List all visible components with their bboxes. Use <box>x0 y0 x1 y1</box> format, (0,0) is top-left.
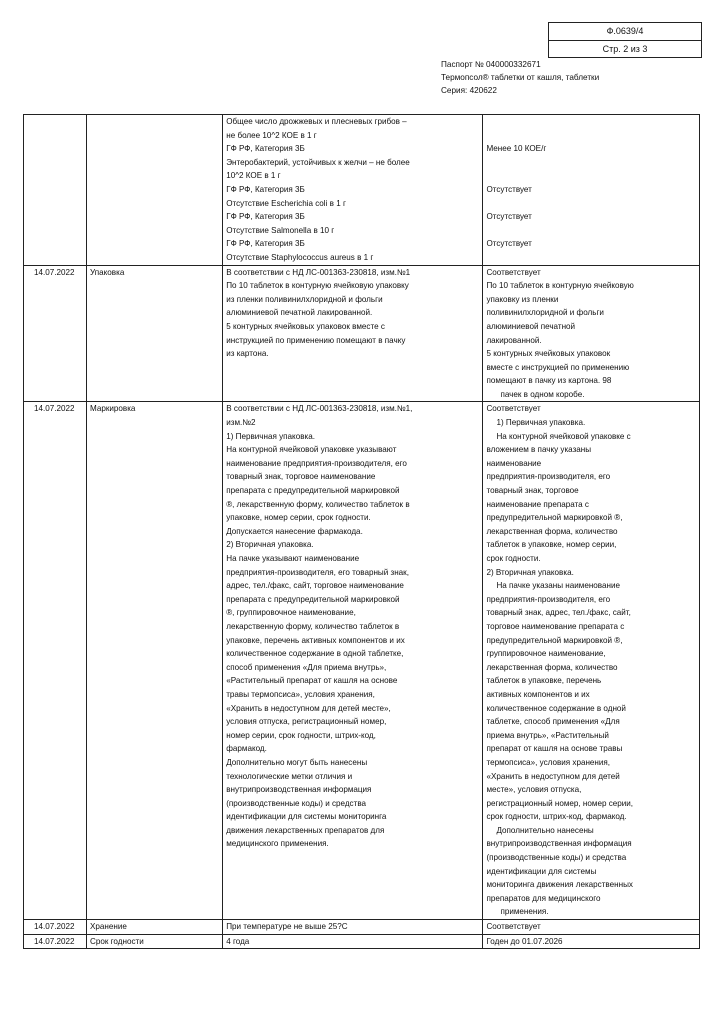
req-line: 5 контурных ячейковых упаковок вместе с <box>226 321 385 331</box>
row-result <box>483 115 700 266</box>
row-requirement <box>223 402 483 920</box>
res-line: Отсутствует <box>486 239 532 249</box>
req-line: 10^2 КОЕ в 1 г <box>226 171 281 181</box>
req-line: Отсутствие Staphylococcus aureus в 1 г <box>226 252 374 262</box>
req-line: травы термопсиса», условия хранения, <box>226 689 375 699</box>
res-line: На контурной ячейковой упаковке с <box>496 431 631 441</box>
row-date: 14.07.2022 <box>24 920 87 935</box>
req-line: изм.№2 <box>226 418 256 428</box>
res-line: Годен до 01.07.2026 <box>486 936 563 946</box>
res-line: торговое наименование препарата с <box>486 621 625 631</box>
req-line: упаковке, перечень активных компонентов и их <box>226 635 405 645</box>
res-line: вложением в пачку указаны <box>486 445 592 455</box>
res-line: мониторинга движения лекарственных <box>486 880 633 890</box>
res-line: наименование <box>486 458 542 468</box>
req-line: Дополнительно могут быть нанесены <box>226 757 368 767</box>
table-row <box>24 920 700 935</box>
req-line: технологические метки отличия и <box>226 771 353 781</box>
res-line: предупредительной маркировкой ®, <box>486 635 623 645</box>
req-line: (производственные коды) и средства <box>226 798 367 808</box>
res-line: упаковку из пленки <box>486 294 559 304</box>
req-line: «Растительный препарат от кашля на основе <box>226 676 398 686</box>
res-line: срок годности. <box>486 554 541 563</box>
req-line: инструкцией по применению помещают в пачку <box>226 335 406 345</box>
req-line: 4 года <box>226 936 250 946</box>
row-indicator: Срок годности <box>87 934 223 949</box>
row-result <box>483 402 700 920</box>
row-indicator: Упаковка <box>87 265 223 402</box>
row-date: 14.07.2022 <box>24 934 87 949</box>
series-number: Серия: 420622 <box>441 86 497 95</box>
req-line: ®, группировочное наименование, <box>226 608 356 618</box>
page-info: Стр. 2 из 3 <box>602 44 648 54</box>
row-date: 14.07.2022 <box>24 265 87 402</box>
res-line: срок годности, штрих-код, фармакод. <box>486 812 627 822</box>
form-code-box <box>548 22 702 58</box>
res-line: лекарственная форма, количество <box>486 662 618 672</box>
res-line: препаратов для медицинского <box>486 893 601 903</box>
table-row <box>24 934 700 949</box>
row-requirement <box>223 920 483 935</box>
req-line: Отсутствие Salmonella в 10 г <box>226 225 335 235</box>
req-line: Энтеробактерий, устойчивых к желчи – не более <box>226 157 410 167</box>
res-line: применения. <box>500 907 549 917</box>
req-line: ГФ РФ, Категория 3Б <box>226 144 305 154</box>
row-requirement <box>223 934 483 949</box>
row-indicator: Маркировка <box>87 402 223 920</box>
res-line: лакированной. <box>486 335 542 345</box>
req-line: адрес, тел./факс, сайт, торговое наименование <box>226 581 404 591</box>
req-line: Отсутствие Escherichia coli в 1 г <box>226 198 346 208</box>
res-line: (производственные коды) и средства <box>486 853 627 863</box>
res-line: предприятия-производителя, его <box>486 594 611 604</box>
row-result <box>483 265 700 402</box>
req-line: лекарственную форму, количество таблеток в <box>226 621 400 631</box>
req-line: На пачке указывают наименование <box>226 554 360 563</box>
req-line: В соответствии с НД ЛС-001363-230818, изм.№1, <box>226 404 413 414</box>
quality-table <box>23 114 700 949</box>
req-line: 2) Вторичная упаковка. <box>226 540 314 550</box>
req-line: количественное содержание в одной таблетке, <box>226 649 404 659</box>
res-line: термопсиса», условия хранения, <box>486 757 611 767</box>
form-code: Ф.0639/4 <box>549 23 701 41</box>
row-result <box>483 934 700 949</box>
res-line: идентификации для системы <box>486 866 597 876</box>
req-line: препарата с предупредительной маркировкой <box>226 594 400 604</box>
table-row <box>24 115 700 266</box>
req-line: номер серии, срок годности, штрих-код, <box>226 730 376 740</box>
req-line: наименование предприятия-производителя, его <box>226 458 407 468</box>
req-line: Допускается нанесение фармакода. <box>226 526 363 536</box>
row-indicator <box>87 115 223 266</box>
req-line: медицинского применения. <box>226 839 329 849</box>
res-line: приема внутрь», «Растительный <box>486 730 609 740</box>
res-line: 5 контурных ячейковых упаковок <box>486 349 611 359</box>
res-line: препарат от кашля на основе травы <box>486 744 623 754</box>
row-requirement <box>223 265 483 402</box>
res-line: Отсутствует <box>486 212 532 222</box>
res-line: предупредительной маркировкой ®, <box>486 513 623 523</box>
table-row <box>24 402 700 920</box>
res-line: На пачке указаны наименование <box>496 581 621 591</box>
res-line: Дополнительно нанесены <box>496 825 594 835</box>
passport-number: Паспорт № 040000332671 <box>441 60 541 69</box>
req-line: При температуре не выше 25?С <box>226 922 348 932</box>
req-line: условия отпуска, регистрационный номер, <box>226 717 387 727</box>
res-line: группировочное наименование, <box>486 649 606 659</box>
req-line: 1) Первичная упаковка. <box>226 431 315 441</box>
req-line: ГФ РФ, Категория 3Б <box>226 239 305 249</box>
req-line: ГФ РФ, Категория 3Б <box>226 212 305 222</box>
res-line: поливинилхлоридной и фольги <box>486 308 604 318</box>
req-line: «Хранить в недоступном для детей месте», <box>226 703 391 713</box>
res-line: По 10 таблеток в контурную ячейковую <box>486 281 634 291</box>
req-line: из пленки поливинилхлоридной и фольги <box>226 294 383 304</box>
row-result <box>483 920 700 935</box>
res-line: активных компонентов и их <box>486 689 590 699</box>
res-line: лекарственная форма, количество <box>486 526 618 536</box>
res-line: Соответствует <box>486 404 541 414</box>
res-line: вместе с инструкцией по применению <box>486 362 630 372</box>
req-line: фармакод. <box>226 744 267 754</box>
product-name: Термопсол® таблетки от кашля, таблетки <box>441 73 600 82</box>
req-line: товарный знак, торговое наименование <box>226 472 376 482</box>
res-line: 2) Вторичная упаковка. <box>486 567 574 577</box>
res-line: таблетке, способ применения «Для <box>486 717 620 727</box>
res-line: Менее 10 КОЕ/г <box>486 144 547 154</box>
req-line: упаковке, номер серии, срок годности. <box>226 513 371 523</box>
req-line: В соответствии с НД ЛС-001363-230818, изм.№1 <box>226 267 411 277</box>
res-line: месте», условия отпуска, <box>486 785 582 795</box>
req-line: Общее число дрожжевых и плесневых грибов – <box>226 117 407 126</box>
res-line: 1) Первичная упаковка. <box>496 418 586 428</box>
res-line: Соответствует <box>486 922 541 932</box>
res-line: товарный знак, адрес, тел./факс, сайт, <box>486 608 631 618</box>
res-line: наименование препарата с <box>486 499 589 509</box>
res-line: пачек в одном коробе. <box>500 389 585 399</box>
row-requirement <box>223 115 483 266</box>
req-line: внутрипроизводственная информация <box>226 785 372 795</box>
passport-header <box>441 58 599 97</box>
row-date: 14.07.2022 <box>24 402 87 920</box>
res-line: таблеток в упаковке, перечень <box>486 676 602 686</box>
row-date <box>24 115 87 266</box>
res-line: алюминиевой печатной <box>486 321 576 331</box>
req-line: из картона. <box>226 349 269 359</box>
req-line: идентификации для системы мониторинга <box>226 812 387 822</box>
req-line: алюминиевой печатной лакированной. <box>226 308 373 318</box>
req-line: не более 10^2 КОЕ в 1 г <box>226 130 317 140</box>
res-line: регистрационный номер, номер серии, <box>486 798 634 808</box>
res-line: «Хранить в недоступном для детей <box>486 771 620 781</box>
req-line: ГФ РФ, Категория 3Б <box>226 184 305 194</box>
res-line: помещают в пачку из картона. 98 <box>486 376 612 386</box>
res-line: товарный знак, торговое <box>486 486 579 496</box>
req-line: способ применения «Для приема внутрь», <box>226 662 387 672</box>
req-line: движения лекарственных препаратов для <box>226 825 385 835</box>
res-line: внутрипроизводственная информация <box>486 839 632 849</box>
table-row <box>24 265 700 402</box>
req-line: На контурной ячейковой упаковке указывают <box>226 445 397 455</box>
res-line: предприятия-производителя, его <box>486 472 611 482</box>
req-line: ®, лекарственную форму, количество таблеток в <box>226 499 410 509</box>
row-indicator: Хранение <box>87 920 223 935</box>
res-line: таблеток в упаковке, номер серии, <box>486 540 617 550</box>
res-line: Отсутствует <box>486 184 532 194</box>
res-line: количественное содержание в одной <box>486 703 626 713</box>
req-line: препарата с предупредительной маркировкой <box>226 486 400 496</box>
req-line: По 10 таблеток в контурную ячейковую упаковку <box>226 281 409 291</box>
req-line: предприятия-производителя, его товарный знак, <box>226 567 409 577</box>
res-line: Соответствует <box>486 267 541 277</box>
